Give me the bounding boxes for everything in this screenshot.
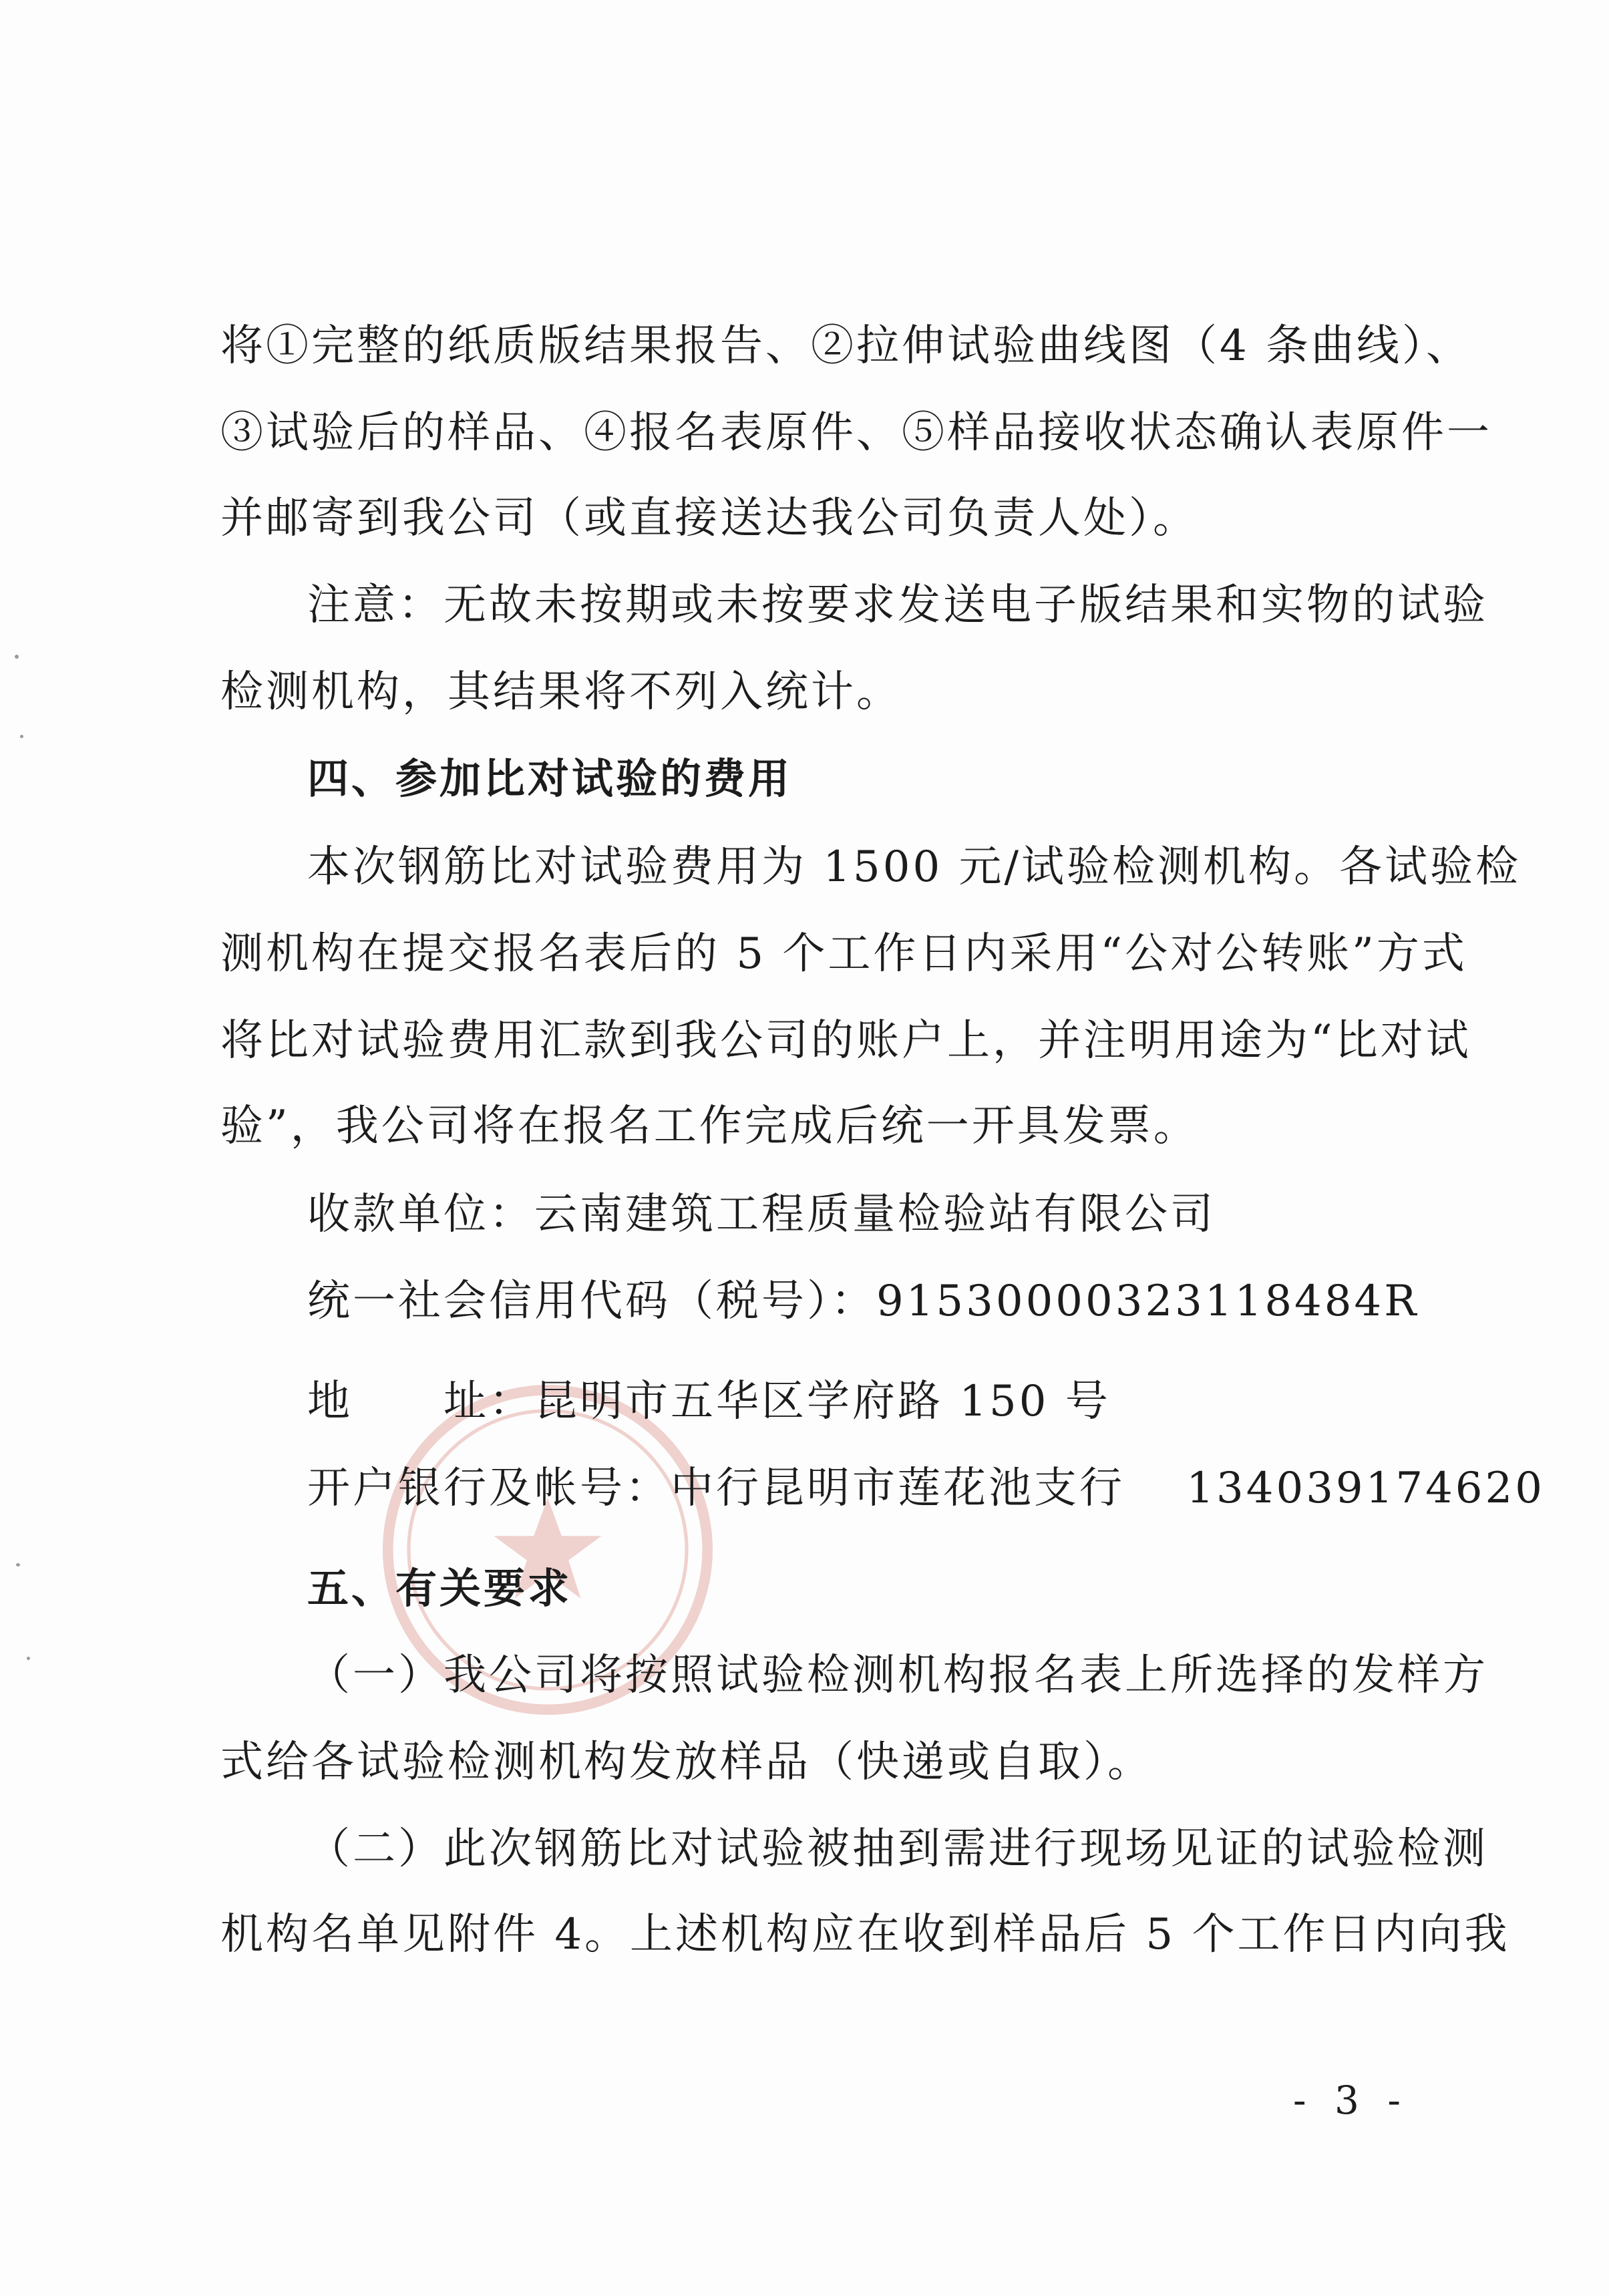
- scan-speck: [27, 1657, 30, 1660]
- payee-line: 收款单位：云南建筑工程质量检验站有限公司: [307, 1190, 1216, 1239]
- body-line-1: 将①完整的纸质版结果报告、②拉伸试验曲线图（4 条曲线）、: [220, 321, 1472, 371]
- scan-speck: [16, 1563, 20, 1567]
- body-line-9: 将比对试验费用汇款到我公司的账户上，并注明用途为“比对试: [220, 1016, 1471, 1065]
- body-line-4: 注意：无故未按期或未按要求发送电子版结果和实物的试验: [307, 581, 1488, 630]
- bank-account-line: 开户银行及帐号：中行昆明市莲花池支行 134039174620: [307, 1464, 1545, 1513]
- scan-speck: [15, 655, 19, 659]
- body-line-8: 测机构在提交报名表后的 5 个工作日内采用“公对公转账”方式: [220, 929, 1467, 979]
- section-heading-fees: 四、参加比对试验的费用: [307, 754, 793, 803]
- body-line-17: 式给各试验检测机构发放样品（快递或自取）。: [220, 1738, 1153, 1787]
- scan-speck: [20, 735, 23, 738]
- page-number: - 3 -: [1293, 2078, 1409, 2123]
- credit-code-line: 统一社会信用代码（税号）：91530000323118484R: [307, 1277, 1419, 1326]
- body-line-5: 检测机构，其结果将不列入统计。: [220, 667, 902, 717]
- body-line-19: 机构名单见附件 4。上述机构应在收到样品后 5 个工作日内向我: [220, 1910, 1510, 1959]
- body-line-16: （一）我公司将按照试验检测机构报名表上所选择的发样方: [307, 1651, 1488, 1700]
- body-line-3: 并邮寄到我公司（或直接送达我公司负责人处）。: [220, 494, 1198, 543]
- body-line-2: ③试验后的样品、④报名表原件、⑤样品接收状态确认表原件一: [220, 408, 1492, 458]
- body-line-7: 本次钢筋比对试验费用为 1500 元/试验检测机构。各试验检: [307, 842, 1522, 892]
- body-line-10: 验”，我公司将在报名工作完成后统一开具发票。: [220, 1102, 1199, 1151]
- address-line: 地 址：昆明市五华区学府路 150 号: [307, 1377, 1111, 1426]
- section-heading-requirements: 五、有关要求: [307, 1564, 572, 1613]
- body-line-18: （二）此次钢筋比对试验被抽到需进行现场见证的试验检测: [307, 1824, 1488, 1874]
